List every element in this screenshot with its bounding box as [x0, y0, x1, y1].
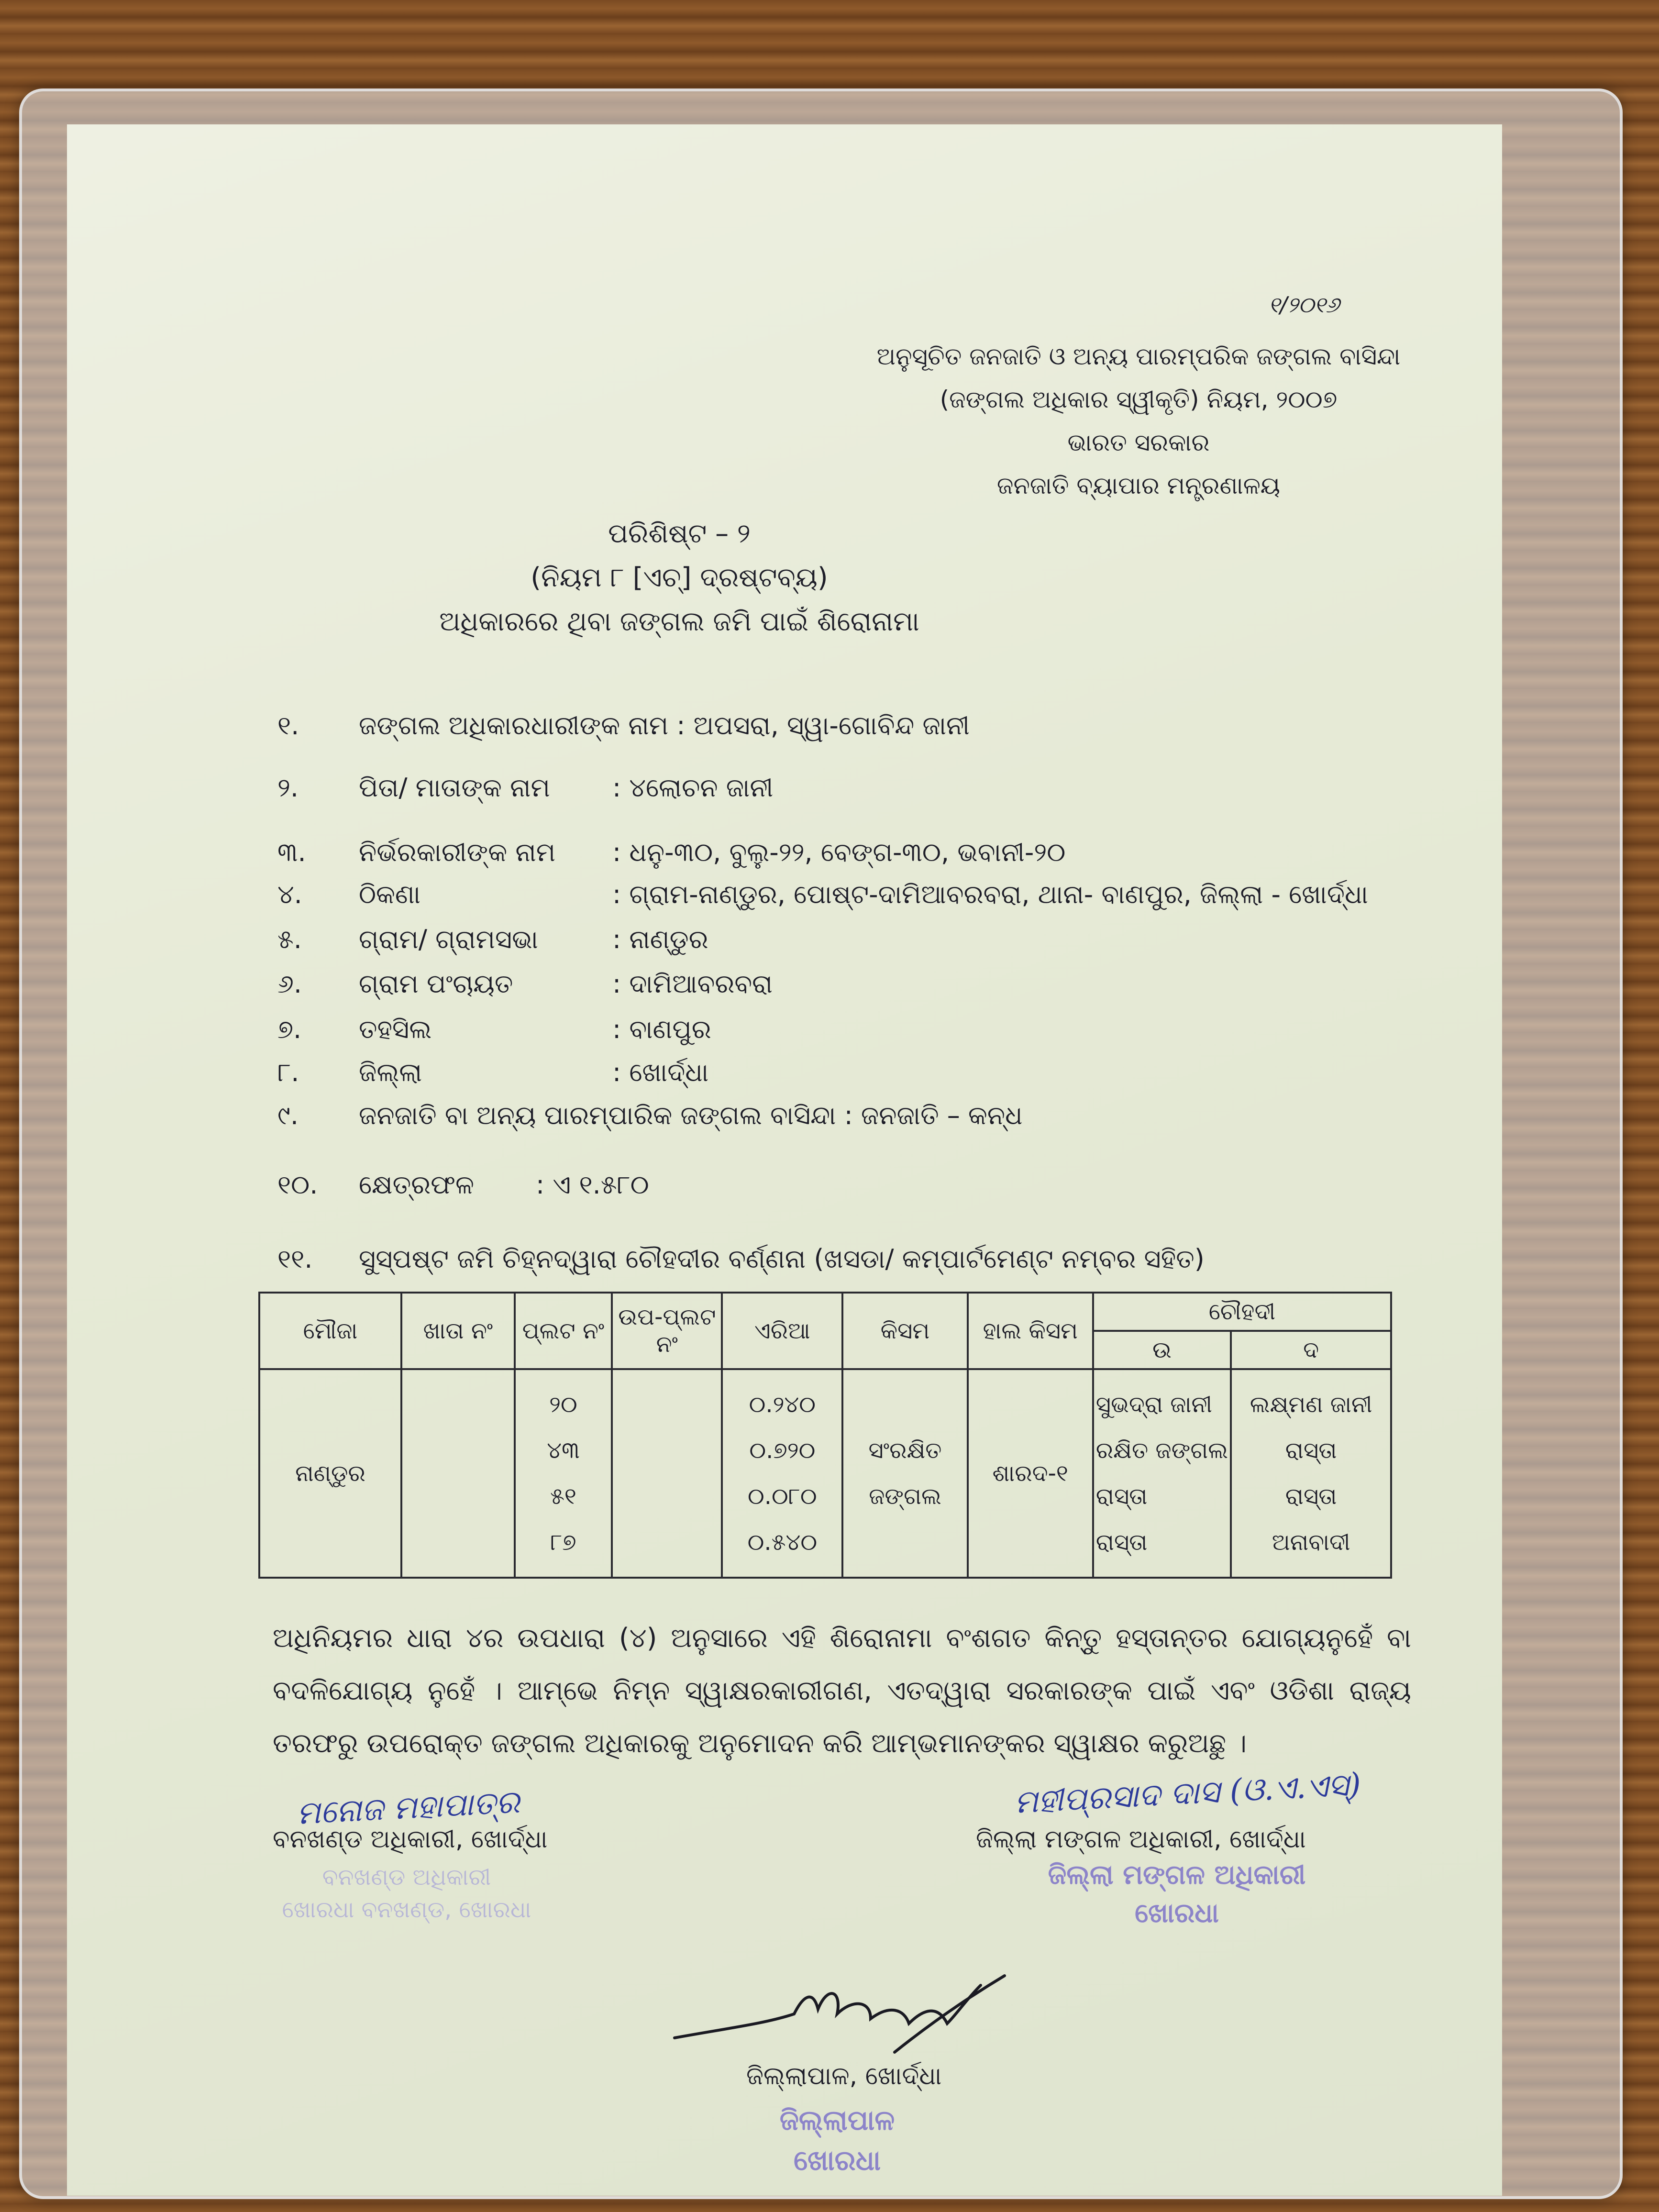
south-cell	[1231, 1369, 1391, 1578]
header-north: ଉ	[1093, 1331, 1231, 1369]
plot-number: ୫୧	[550, 1483, 576, 1510]
document-title: ଅଧିକାରରେ ଥିବା ଜଙ୍ଗଲ ଜମି ପାଇଁ ଶିରୋନାମା	[439, 606, 919, 637]
header-mouza: ମୌଜା	[259, 1293, 401, 1369]
area-value: ୦.୦୮୦	[748, 1483, 817, 1510]
item-label: ଠିକଣା	[359, 879, 421, 909]
header-subplot: ଉପ-ପ୍ଲଟ ନଂ	[612, 1293, 722, 1369]
item-value: : ଖୋର୍ଦ୍ଧା	[612, 1057, 709, 1087]
stamp-line: ବନଖଣ୍ଡ ଅଧିକାରୀ	[322, 1864, 491, 1891]
header-hal-kisam: ହାଲ କିସମ	[968, 1293, 1093, 1369]
land-details-table	[258, 1292, 1392, 1579]
table-row	[259, 1369, 1391, 1578]
header-south: ଦ	[1231, 1331, 1391, 1369]
item-label: କ୍ଷେତ୍ରଫଳ	[359, 1170, 474, 1200]
item-value: : ନାଣ୍ଡୁର	[612, 924, 708, 954]
area-cell	[722, 1369, 842, 1578]
collector-designation: ଜିଲ୍ଲାପାଳ, ଖୋର୍ଦ୍ଧା	[746, 2062, 942, 2090]
header-khata: ଖାତା ନଂ	[401, 1293, 515, 1369]
dfo-designation: ବନଖଣ୍ଡ ଅଧିକାରୀ, ଖୋର୍ଦ୍ଧା	[273, 1825, 548, 1854]
header-line: ଅନୁସୂଚିତ ଜନଜାତି ଓ ଅନ୍ୟ ପାରମ୍ପରିକ ଜଙ୍ଗଲ ବାସିନ୍ଦା	[876, 343, 1401, 370]
plot-number: ୨୦	[549, 1391, 577, 1418]
item-number: ୭.	[277, 1014, 302, 1044]
collector-signature	[670, 1957, 1014, 2067]
mouza-cell: ନାଣ୍ଡୁର	[259, 1369, 401, 1578]
item-value: : ୪ଲୋଚନ ଜାନୀ	[612, 773, 774, 803]
kisam-line: ସଂରକ୍ଷିତ	[868, 1437, 942, 1464]
item-number: ୧୦.	[277, 1170, 318, 1200]
area-value: ୦.୫୪୦	[747, 1529, 818, 1556]
item-label: ଗ୍ରାମ/ ଗ୍ରାମସଭା	[359, 924, 538, 954]
item-label: ତହସିଲ	[359, 1014, 432, 1044]
north-boundary: ସୁଭଦ୍ରା ଜାନୀ	[1095, 1391, 1212, 1418]
item-label: ପିତା/ ମାତାଙ୍କ ନାମ	[359, 773, 550, 803]
header-block	[852, 335, 1426, 507]
item-value: : ବାଣପୁର	[612, 1014, 711, 1044]
plot-number: ୮୭	[550, 1529, 576, 1556]
header-kisam: କିସମ	[842, 1293, 968, 1369]
header-area: ଏରିଆ	[722, 1293, 842, 1369]
south-boundary: ଅନାବାଦୀ	[1272, 1529, 1350, 1556]
header-line: ଭାରତ ସରକାର	[1067, 429, 1210, 456]
collector-stamp	[718, 2100, 957, 2180]
item-label: ସୁସ୍ପଷ୍ଟ ଜମି ଚିହ୍ନଦ୍ୱାରା ଚୌହଦୀର ବର୍ଣ୍ଣନା (ଖସଡା/ କମ୍ପାର୍ଟମେଣ୍ଟ ନମ୍ବର ସହିତ)	[359, 1244, 1205, 1274]
khata-cell	[401, 1369, 515, 1578]
document-page	[67, 124, 1502, 2196]
kisam-cell	[842, 1369, 968, 1578]
item-number: ୮.	[277, 1057, 299, 1087]
item-number: ୧୧.	[277, 1244, 313, 1274]
item-number: ୩.	[277, 837, 306, 867]
kisam-line: ଜଙ୍ଗଲ	[869, 1483, 941, 1510]
item-number: ୨.	[277, 773, 299, 803]
item-number: ୫.	[277, 924, 302, 954]
item-label: ଗ୍ରାମ ପଂଚାୟତ	[359, 969, 513, 999]
item-label: ଜିଲ୍ଲା	[359, 1057, 422, 1087]
item-label: ଜଙ୍ଗଲ ଅଧିକାରଧାରୀଙ୍କ ନାମ : ଅପସରା, ସ୍ୱା-ଗୋବିନ୍ଦ ଜାନୀ	[359, 710, 970, 741]
title-block	[67, 512, 1292, 644]
stamp-line: ଜିଲ୍ଲା ମଙ୍ଗଳ ଅଧିକାରୀ	[1048, 1859, 1306, 1891]
dfo-handwritten-name: ମନୋଜ ମହାପାତ୍ର	[296, 1783, 521, 1832]
item-value: : ଗ୍ରାମ-ନାଣ୍ଡୁର, ପୋଷ୍ଟ-ଦାମିଆବରବରା, ଥାନା- ବାଣପୁର, ଜିଲ୍ଲା - ଖୋର୍ଦ୍ଧା	[612, 879, 1368, 909]
item-number: ୯.	[277, 1100, 299, 1130]
area-value: ୦.୨୪୦	[749, 1391, 816, 1418]
hal-kisam-cell: ଶାରଦ-୧	[968, 1369, 1093, 1578]
dwo-designation: ଜିଲ୍ଲା ମଙ୍ଗଳ ଅଧିକାରୀ, ଖୋର୍ଦ୍ଧା	[976, 1825, 1306, 1854]
north-boundary: ରାସ୍ତା	[1095, 1483, 1148, 1510]
plot-number: ୪୩	[547, 1437, 580, 1464]
dfo-stamp	[191, 1861, 622, 1926]
south-boundary: ରାସ୍ତା	[1285, 1437, 1337, 1464]
north-boundary: ରକ୍ଷିତ ଜଙ୍ଗଲ	[1095, 1437, 1228, 1464]
south-boundary: ଲକ୍ଷ୍ମଣ ଜାନୀ	[1250, 1391, 1372, 1418]
item-value: : ଧନୁ-୩୦, ବୁଲୁ-୨୨, ବେଙ୍ଗ-୩୦, ଭବାନୀ-୨୦	[612, 837, 1066, 867]
stamp-line: ଜିଲ୍ଲାପାଳ	[779, 2104, 895, 2136]
stamp-line: ଖୋରଧା ବନଖଣ୍ଡ, ଖୋରଧା	[282, 1896, 531, 1923]
stamp-line: ଖୋରଧା	[1135, 1898, 1219, 1929]
area-value: ୦.୭୨୦	[749, 1437, 816, 1464]
header-line: (ଜଙ୍ଗଲ ଅଧିକାର ସ୍ୱୀକୃତି) ନିୟମ, ୨୦୦୭	[940, 386, 1338, 413]
item-value: : ଦାମିଆବରବରା	[612, 969, 773, 999]
reference-number: ୧/୨୦୧୬	[1268, 292, 1339, 318]
dwo-handwritten-name: ମହୀପ୍ରସାଦ ଦାସ (ଓ.ଏ.ଏସ୍)	[1013, 1766, 1362, 1821]
stamp-line: ଖୋରଧା	[793, 2144, 881, 2177]
item-label: ନିର୍ଭରକାରୀଙ୍କ ନାମ	[359, 837, 556, 867]
subplot-cell	[612, 1369, 722, 1578]
declaration-paragraph: ଅଧିନିୟମର ଧାରା ୪ର ଉପଧାରା (୪) ଅନୁସାରେ ଏହି ଶିରୋନାମା ବଂଶଗତ କିନ୍ତୁ ହସ୍ତାନ୍ତର ଯୋଗ୍ୟନୁହେଁ ବା ବଦଳିଯୋଗ୍ୟ ନୁହେଁ । ଆମ୍ଭେ ନିମ୍ନ ସ୍ୱାକ୍ଷରକାରୀଗଣ, ଏତଦ୍ୱାରା ସରକାରଙ୍କ ପାଇଁ ଏବଂ ଓଡିଶା ରାଜ୍ୟ ତରଫରୁ ଉପରୋକ୍ତ ଜଙ୍ଗଲ ଅଧିକାରକୁ ଅନୁମୋଦନ କରି ଆମ୍ଭମାନଙ୍କର ସ୍ୱାକ୍ଷର କରୁଅଛୁ ।	[273, 1623, 1411, 1759]
item-value: : ଏ ୧.୫୮୦	[536, 1170, 649, 1200]
plot-cell	[515, 1369, 612, 1578]
header-plot: ପ୍ଲଟ ନଂ	[515, 1293, 612, 1369]
north-cell	[1093, 1369, 1231, 1578]
rule-reference: (ନିୟମ ୮ [ଏଚ୍] ଦ୍ରଷ୍ଟବ୍ୟ)	[531, 562, 828, 593]
appendix-title: ପରିଶିଷ୍ଟ – ୨	[608, 518, 751, 549]
header-chouhadi: ଚୌହଦୀ	[1093, 1293, 1391, 1331]
north-boundary: ରାସ୍ତା	[1095, 1529, 1148, 1556]
header-line: ଜନଜାତି ବ୍ୟାପାର ମନ୍ତ୍ରଣାଳୟ	[996, 472, 1281, 499]
item-label: ଜନଜାତି ବା ଅନ୍ୟ ପାରମ୍ପାରିକ ଜଙ୍ଗଲ ବାସିନ୍ଦା : ଜନଜାତି – କନ୍ଧ	[359, 1100, 1023, 1130]
item-number: ୬.	[277, 969, 302, 999]
item-number: ୧.	[277, 710, 299, 741]
dwo-stamp	[966, 1856, 1387, 1933]
item-number: ୪.	[277, 879, 302, 909]
south-boundary: ରାସ୍ତା	[1285, 1483, 1337, 1510]
